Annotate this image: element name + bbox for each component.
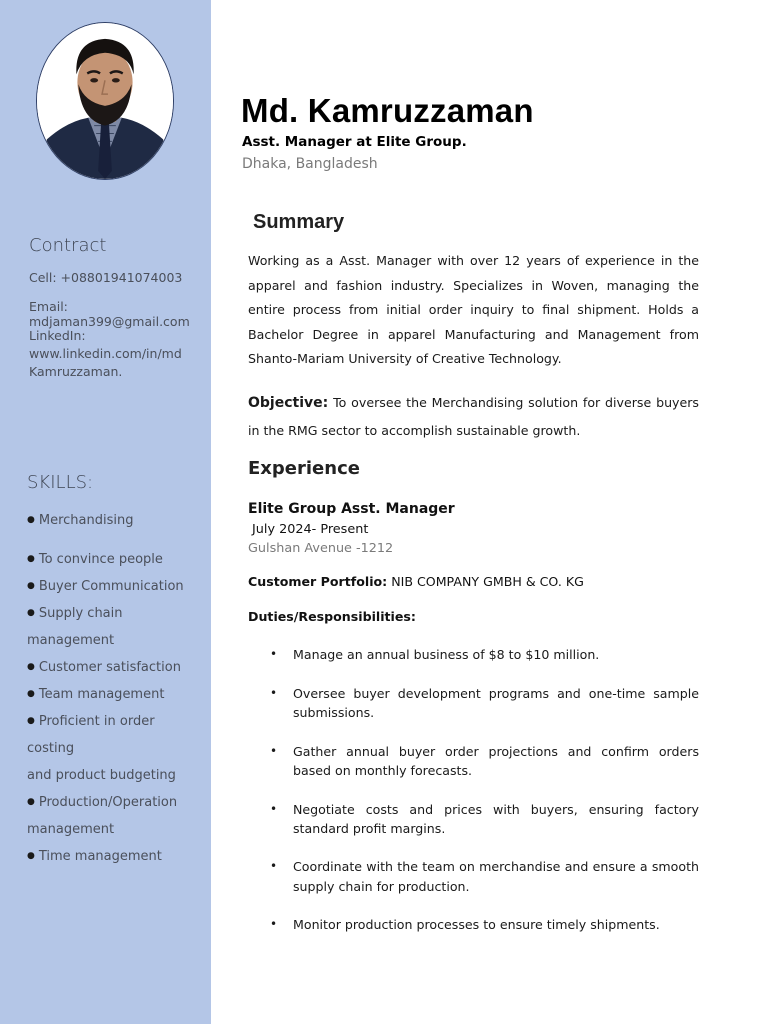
bullet-icon: ●: [27, 608, 35, 618]
duty-item: • Manage an annual business of $8 to $10 million.: [270, 645, 699, 664]
skills-list: [27, 507, 205, 870]
bullet-icon: ●: [27, 797, 35, 807]
bullet-icon: •: [270, 685, 278, 700]
skill-item-cont: and product budgeting: [27, 768, 176, 783]
bullet-icon: ●: [27, 851, 35, 861]
bullet-icon: ●: [27, 716, 35, 726]
bullet-icon: •: [270, 801, 278, 816]
objective-label: Objective:: [248, 395, 329, 411]
summary-text: Working as a Asst. Manager with over 12 years of experience in the apparel and fashion industry. Specializes in Woven, managing the entire process from initial order inquiry to final shipment. Holds a Bachelor Degree in apparel Manufacturing and Management from Shanto-Mariam University of Creative Technology.: [248, 253, 699, 367]
summary-heading: Summary: [253, 211, 345, 233]
job-dates: July 2024- Present: [252, 522, 369, 537]
sidebar: [0, 0, 211, 1024]
experience-heading: Experience: [248, 458, 360, 479]
bullet-icon: •: [270, 917, 278, 932]
portfolio-value: NIB COMPANY GMBH & CO. KG: [387, 574, 584, 589]
customer-portfolio: [248, 574, 584, 589]
skill-item: ● To convince people: [27, 552, 163, 567]
linkedin-url-cont[interactable]: Kamruzzaman.: [29, 364, 123, 379]
bullet-icon: •: [270, 647, 278, 661]
skill-item: ● Supply chain management: [27, 606, 123, 648]
duty-item: • Negotiate costs and prices with buyers, ensuring factory standard profit margins.: [270, 801, 699, 836]
bullet-icon: •: [270, 743, 278, 758]
location: Dhaka, Bangladesh: [242, 156, 378, 172]
objective: [248, 389, 699, 444]
skill-item: ● Time management: [27, 849, 162, 864]
contact-heading: Contract: [29, 235, 107, 256]
job-heading: Elite Group Asst. Manager: [248, 501, 455, 517]
skill-item: ● Merchandising: [27, 513, 134, 528]
duty-item: • Monitor production processes to ensure timely shipments.: [270, 915, 699, 934]
objective-text: To oversee the Merchandising solution for diverse buyers in the RMG sector to accomplish sustainable growth.: [248, 395, 699, 438]
bullet-icon: •: [270, 859, 278, 874]
linkedin-url[interactable]: www.linkedin.com/in/md: [29, 346, 182, 361]
contact-cell[interactable]: Cell: +08801941074003: [29, 270, 183, 285]
skill-item: ● Proficient in order costing: [27, 714, 155, 756]
bullet-icon: ●: [27, 662, 35, 672]
bullet-icon: ●: [27, 554, 35, 564]
skill-item: ● Buyer Communication: [27, 579, 184, 594]
skill-item: ● Production/Operation: [27, 795, 178, 810]
portfolio-label: Customer Portfolio:: [248, 574, 388, 589]
skill-item: ● Team management: [27, 687, 165, 702]
skill-item-cont: management: [27, 822, 115, 837]
skills-heading: SKILLS:: [27, 472, 94, 493]
contact-linkedin[interactable]: [29, 327, 207, 381]
bullet-icon: ●: [27, 581, 35, 591]
linkedin-label: LinkedIn:: [29, 328, 86, 343]
profile-photo: [36, 22, 174, 180]
bullet-icon: ●: [27, 515, 35, 525]
job-title: Asst. Manager at Elite Group.: [242, 134, 467, 150]
skill-item: ● Customer satisfaction: [27, 660, 181, 675]
duty-item: • Oversee buyer development programs and one-time sample submissions.: [270, 685, 699, 721]
person-name: Md. Kamruzzaman: [241, 92, 534, 129]
job-location: Gulshan Avenue -1212: [248, 541, 394, 556]
duties-heading: Duties/Responsibilities:: [248, 609, 416, 624]
duties-list: [270, 645, 699, 935]
duty-item: • Gather annual buyer order projections and confirm orders based on monthly forecasts.: [270, 743, 699, 779]
bullet-icon: ●: [27, 689, 35, 699]
contact-email[interactable]: Email: mdjaman399@gmail.com: [29, 299, 190, 329]
duty-item: • Coordinate with the team on merchandise and ensure a smooth supply chain for production.: [270, 859, 699, 894]
